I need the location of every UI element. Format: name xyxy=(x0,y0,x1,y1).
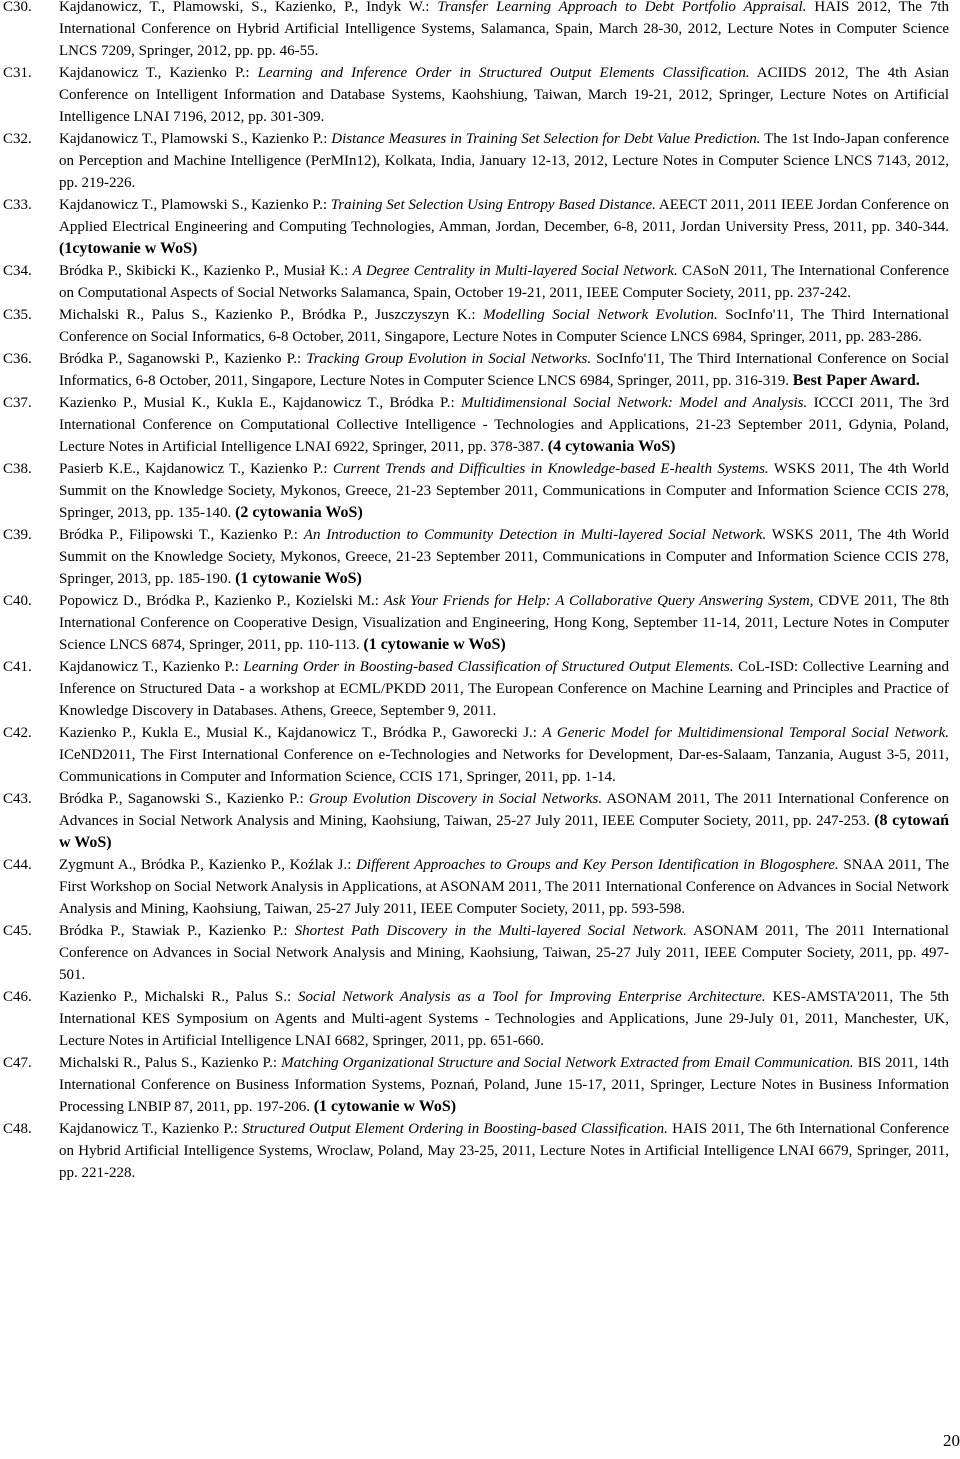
reference-entry xyxy=(0,62,960,128)
reference-title: Matching Organizational Structure and Social Network Extracted from Email Communication. xyxy=(281,1055,854,1071)
reference-authors: Bródka P., Skibicki K., Kazienko P., Musiał K.: xyxy=(59,263,353,279)
reference-entry xyxy=(0,128,960,194)
reference-title: Social Network Analysis as a Tool for Improving Enterprise Architecture. xyxy=(298,989,766,1005)
reference-body xyxy=(59,788,949,854)
reference-authors: Michalski R., Palus S., Kazienko P.: xyxy=(59,1055,282,1071)
reference-body xyxy=(59,1052,949,1118)
reference-highlight: (1 cytowanie w WoS) xyxy=(363,636,506,653)
reference-number: C44. xyxy=(3,857,32,873)
reference-authors: Michalski R., Palus S., Kazienko P., Bródka P., Juszczyszyn K.: xyxy=(59,307,484,323)
reference-authors: Kajdanowicz T., Kazienko P.: xyxy=(59,659,244,675)
reference-venue: AEECT 2011, 2011 IEEE Jordan Conference on Applied Electrical Engineering and Computing Technologies, Amman, Jordan, December, 6-8, 2011, Jordan University Press, 2011, pp. 340-344. xyxy=(59,197,949,235)
reference-entry xyxy=(0,788,960,854)
reference-highlight: (8 cytowań w WoS) xyxy=(59,812,949,851)
reference-number: C38. xyxy=(3,461,32,477)
reference-venue: ASONAM 2011, The 2011 International Conference on Advances in Social Network Analysis and Mining, Kaohsiung, Taiwan, 25-27 July 2011, IEEE Computer Society, 2011, pp. 497-501. xyxy=(59,923,949,983)
reference-venue: SocInfo'11, The Third International Conference on Social Informatics, 6-8 October, 2011, Singapore, Lecture Notes in Computer Science LNCS 6984, Springer, 2011, pp. 283-286. xyxy=(59,307,949,345)
reference-entry xyxy=(0,1118,960,1184)
reference-highlight: (1 cytowanie WoS) xyxy=(235,570,362,587)
reference-title: Distance Measures in Training Set Selection for Debt Value Prediction. xyxy=(331,131,761,147)
reference-authors: Kajdanowicz T., Plamowski S., Kazienko P.: xyxy=(59,197,331,213)
reference-authors: Bródka P., Stawiak P., Kazienko P.: xyxy=(59,923,295,939)
reference-number: C46. xyxy=(3,989,32,1005)
reference-venue: CoL-ISD: Collective Learning and Inference on Structured Data - a workshop at ECML/PKDD 2011, The European Conference on Machine Learning and Principles and Practice of Knowledge Discovery in Databases. Athens, Greece, September 9, 2011. xyxy=(59,659,949,719)
reference-number: C37. xyxy=(3,395,32,411)
reference-title: A Degree Centrality in Multi-layered Social Network. xyxy=(352,263,678,279)
reference-highlight: (1cytowanie w WoS) xyxy=(59,240,198,257)
reference-number: C30. xyxy=(3,0,32,15)
reference-highlight: (4 cytowania WoS) xyxy=(547,438,676,455)
reference-venue: ICeND2011, The First International Conference on e-Technologies and Networks for Development, Dar-es-Salaam, Tanzania, August 3-5, 2011, Communications in Computer and Information Science, CCIS 171, Springer, 2011, pp. 1-14. xyxy=(59,747,949,785)
reference-number: C45. xyxy=(3,923,32,939)
reference-venue: WSKS 2011, The 4th World Summit on the Knowledge Society, Mykonos, Greece, 21-23 September 2011, Communications in Computer and Information Science CCIS 278, Springer, 2013, pp. 185-190. xyxy=(59,527,949,587)
reference-entry xyxy=(0,304,960,348)
reference-number: C47. xyxy=(3,1055,32,1071)
reference-title: An Introduction to Community Detection in Multi-layered Social Network. xyxy=(303,527,767,543)
reference-entry xyxy=(0,260,960,304)
reference-entry xyxy=(0,722,960,788)
reference-venue: KES-AMSTA'2011, The 5th International KES Symposium on Agents and Multi-agent Systems - Technologies and Applications, June 29-July 01, 2011, Manchester, UK, Lecture Notes in Artificial Intelligence LNAI 6682, Springer, 2011, pp. 651-660. xyxy=(59,989,949,1049)
reference-authors: Kajdanowicz T., Kazienko P.: xyxy=(59,65,258,81)
reference-number: C33. xyxy=(3,197,32,213)
reference-title: Transfer Learning Approach to Debt Portfolio Appraisal. xyxy=(437,0,807,15)
reference-body xyxy=(59,920,949,986)
reference-entry xyxy=(0,854,960,920)
reference-title: Shortest Path Discovery in the Multi-layered Social Network. xyxy=(294,923,687,939)
reference-authors: Pasierb K.E., Kajdanowicz T., Kazienko P.: xyxy=(59,461,333,477)
reference-highlight: (1 cytowanie w WoS) xyxy=(313,1098,457,1115)
page-number: 20 xyxy=(943,1431,960,1450)
reference-body xyxy=(59,128,949,194)
reference-number: C35. xyxy=(3,307,32,323)
reference-entry xyxy=(0,656,960,722)
reference-authors: Kazienko P., Musial K., Kukla E., Kajdanowicz T., Bródka P.: xyxy=(59,395,461,411)
reference-title: Ask Your Friends for Help: A Collaborative Query Answering System xyxy=(383,593,810,609)
reference-number: C39. xyxy=(3,527,32,543)
reference-highlight: Best Paper Award. xyxy=(792,372,920,389)
reference-number: C31. xyxy=(3,65,32,81)
reference-authors: Popowicz D., Bródka P., Kazienko P., Kozielski M.: xyxy=(59,593,384,609)
reference-body xyxy=(59,304,949,348)
reference-entry xyxy=(0,0,960,62)
reference-title: Learning Order in Boosting-based Classification of Structured Output Elements. xyxy=(243,659,734,675)
reference-body xyxy=(59,656,949,722)
reference-title: A Generic Model for Multidimensional Temporal Social Network. xyxy=(542,725,949,741)
reference-body xyxy=(59,348,949,392)
reference-number: C42. xyxy=(3,725,32,741)
reference-authors: Kajdanowicz T., Kazienko P.: xyxy=(59,1121,243,1137)
reference-body xyxy=(59,62,949,128)
reference-entry xyxy=(0,590,960,656)
reference-body xyxy=(59,590,949,656)
reference-title: Different Approaches to Groups and Key Person Identification in Blogosphere. xyxy=(356,857,839,873)
reference-body xyxy=(59,722,949,788)
reference-title: Group Evolution Discovery in Social Networks. xyxy=(308,791,603,807)
reference-body xyxy=(59,458,949,524)
reference-body xyxy=(59,0,949,62)
reference-number: C41. xyxy=(3,659,32,675)
reference-venue: HAIS 2011, The 6th International Conference on Hybrid Artificial Intelligence Systems, Wroclaw, Poland, May 23-25, 2011, Lecture Notes in Artificial Intelligence LNAI 6679, Springer, 2011, pp. 221-228. xyxy=(59,1121,949,1181)
reference-venue: SNAA 2011, The First Workshop on Social Network Analysis in Applications, at ASONAM 2011, The 2011 International Conference on Advances in Social Network Analysis and Mining, Kaohsiung, Taiwan, 25-27 July 2011, IEEE Computer Society, 2011, pp. 593-598. xyxy=(59,857,949,917)
reference-authors: Bródka P., Saganowski P., Kazienko P.: xyxy=(59,351,307,367)
reference-body xyxy=(59,392,949,458)
reference-body xyxy=(59,1118,949,1184)
reference-entry xyxy=(0,1052,960,1118)
reference-authors: Bródka P., Saganowski S., Kazienko P.: xyxy=(59,791,309,807)
reference-number: C43. xyxy=(3,791,32,807)
reference-authors: Kajdanowicz, T., Plamowski, S., Kazienko, P., Indyk W.: xyxy=(59,0,438,15)
reference-number: C32. xyxy=(3,131,32,147)
reference-title: Multidimensional Social Network: Model and Analysis. xyxy=(461,395,808,411)
reference-title: Structured Output Element Ordering in Boosting-based Classification. xyxy=(242,1121,668,1137)
reference-body xyxy=(59,194,949,260)
reference-title: Current Trends and Difficulties in Knowledge-based E-health Systems. xyxy=(332,461,769,477)
reference-title: Learning and Inference Order in Structured Output Elements Classification. xyxy=(257,65,750,81)
reference-number: C40. xyxy=(3,593,32,609)
reference-entry xyxy=(0,920,960,986)
reference-entry xyxy=(0,524,960,590)
reference-body xyxy=(59,986,949,1052)
reference-venue: CASoN 2011, The International Conference on Computational Aspects of Social Networks Salamanca, Spain, October 19-21, 2011, IEEE Computer Society, 2011, pp. 237-242. xyxy=(59,263,949,301)
reference-authors: Bródka P., Filipowski T., Kazienko P.: xyxy=(59,527,304,543)
reference-authors: Kazienko P., Kukla E., Musial K., Kajdanowicz T., Bródka P., Gaworecki J.: xyxy=(59,725,543,741)
reference-venue: BIS 2011, 14th International Conference on Business Information Systems, Poznań, Poland, June 15-17, 2011, Springer, Lecture Notes in Business Information Processing LNBIP 87, 2011, pp. 197-206. xyxy=(59,1055,950,1115)
reference-body xyxy=(59,260,949,304)
reference-venue: ACIIDS 2012, The 4th Asian Conference on Intelligent Information and Database Systems, Kaohshiung, Taiwan, March 19-21, 2012, Springer, Lecture Notes on Artificial Intelligence LNAI 7196, 2012, pp. 301-309. xyxy=(59,65,949,125)
reference-venue: HAIS 2012, The 7th International Conference on Hybrid Artificial Intelligence Systems, Salamanca, Spain, March 28-30, 2012, Lecture Notes in Computer Science LNCS 7209, Springer, 2012, pp. pp. 46-55. xyxy=(59,0,949,59)
reference-highlight: (2 cytowania WoS) xyxy=(235,504,363,521)
reference-entry xyxy=(0,392,960,458)
reference-entry xyxy=(0,194,960,260)
reference-entry xyxy=(0,348,960,392)
reference-authors: Kajdanowicz T., Plamowski S., Kazienko P.: xyxy=(59,131,332,147)
reference-title: Tracking Group Evolution in Social Networks. xyxy=(306,351,592,367)
reference-venue: ASONAM 2011, The 2011 International Conference on Advances in Social Network Analysis and Mining, Kaohsiung, Taiwan, 25-27 July 2011, IEEE Computer Society, 2011, pp. 247-253. xyxy=(59,791,949,829)
reference-title: Training Set Selection Using Entropy Based Distance. xyxy=(330,197,656,213)
reference-venue: , CDVE 2011, The 8th International Conference on Cooperative Design, Visualization and Engineering, Hong Kong, September 11-14, 2011, Lecture Notes in Computer Science LNCS 6874, Springer, 2011, pp. 110-113. xyxy=(59,593,949,653)
reference-authors: Zygmunt A., Bródka P., Kazienko P., Koźlak J.: xyxy=(59,857,357,873)
reference-title: Modelling Social Network Evolution. xyxy=(483,307,718,323)
reference-authors: Kazienko P., Michalski R., Palus S.: xyxy=(59,989,299,1005)
reference-number: C36. xyxy=(3,351,32,367)
reference-entry xyxy=(0,458,960,524)
reference-venue: SocInfo'11, The Third International Conference on Social Informatics, 6-8 October, 2011, Singapore, Lecture Notes in Computer Science LNCS 6984, Springer, 2011, pp. 316-319. xyxy=(59,351,949,389)
reference-body xyxy=(59,524,949,590)
reference-venue: WSKS 2011, The 4th World Summit on the Knowledge Society, Mykonos, Greece, 21-23 September 2011, Communications in Computer and Information Science CCIS 278, Springer, 2013, pp. 135-140. xyxy=(59,461,950,521)
reference-number: C34. xyxy=(3,263,32,279)
reference-body xyxy=(59,854,949,920)
reference-entry xyxy=(0,986,960,1052)
reference-number: C48. xyxy=(3,1121,32,1137)
reference-venue: The 1st Indo-Japan conference on Perception and Machine Intelligence (PerMIn12), Kolkata, India, January 12-13, 2012, Lecture Notes in Computer Science LNCS 7143, 2012, pp. 219-226. xyxy=(59,131,949,191)
reference-venue: ICCCI 2011, The 3rd International Conference on Computational Collective Intelligence - Technologies and Applications, 21-23 September 2011, Gdynia, Poland, Lecture Notes in Artificial Intelligence LNAI 6922, Springer, 2011, pp. 378-387. xyxy=(59,395,950,455)
